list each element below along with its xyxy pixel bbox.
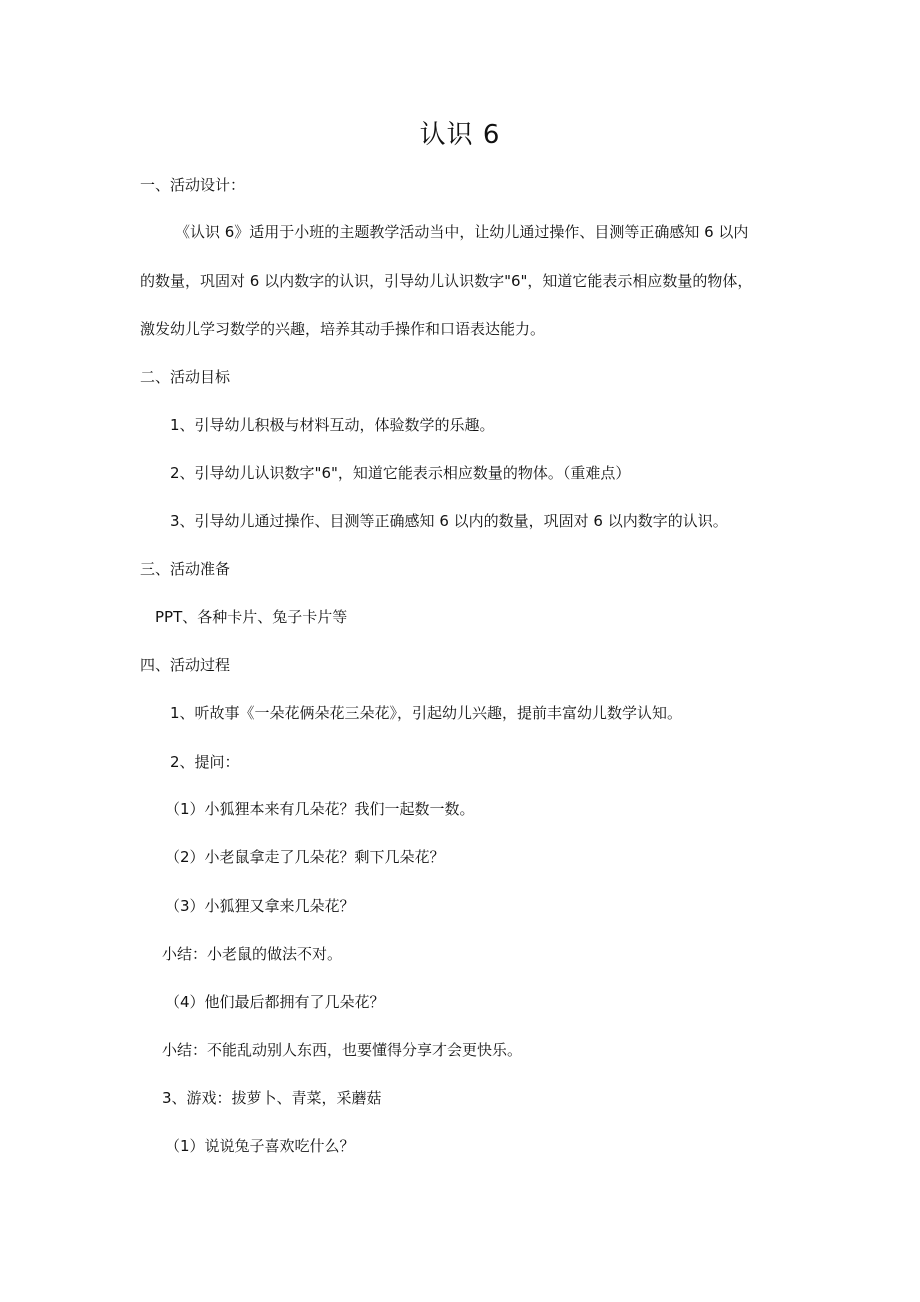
section-heading-preparation: 三、活动准备 [140,560,231,578]
section-heading-goals: 二、活动目标 [140,368,231,386]
process-line: 2、提问： [170,753,240,771]
preparation-text: PPT、各种卡片、兔子卡片等 [155,608,348,626]
paragraph-line: 激发幼儿学习数学的兴趣，培养其动手操作和口语表达能力。 [140,320,546,338]
goal-item: 1、引导幼儿积极与材料互动，体验数学的乐趣。 [170,416,495,434]
process-line: （2）小老鼠拿走了几朵花？剩下几朵花？ [165,848,445,866]
goal-item: 3、引导幼儿通过操作、目测等正确感知 6 以内的数量，巩固对 6 以内数字的认识。 [170,512,728,530]
process-line: （4）他们最后都拥有了几朵花？ [165,993,385,1011]
section-heading-process: 四、活动过程 [140,656,231,674]
section-heading-design: 一、活动设计： [140,176,246,194]
document-title: 认识 6 [419,120,501,150]
goal-item: 2、引导幼儿认识数字"6"，知道它能表示相应数量的物体。（重难点） [170,464,631,482]
process-line: （1）说说兔子喜欢吃什么？ [165,1137,355,1155]
process-line: 小结：小老鼠的做法不对。 [162,945,343,963]
process-line: （1）小狐狸本来有几朵花？我们一起数一数。 [165,800,475,818]
process-line: 小结：不能乱动别人东西，也要懂得分享才会更快乐。 [162,1041,523,1059]
process-line: 1、听故事《一朵花俩朵花三朵花》，引起幼儿兴趣，提前丰富幼儿数学认知。 [170,704,683,722]
process-line: （3）小狐狸又拿来几朵花？ [165,897,355,915]
process-line: 3、游戏：拔萝卜、青菜，采蘑菇 [162,1089,382,1107]
paragraph-line: 的数量，巩固对 6 以内数字的认识，引导幼儿认识数字"6"，知道它能表示相应数量的物体， [140,272,753,290]
paragraph-line: 《认识 6》适用于小班的主题教学活动当中，让幼儿通过操作、目测等正确感知 6 以内 [175,223,749,241]
